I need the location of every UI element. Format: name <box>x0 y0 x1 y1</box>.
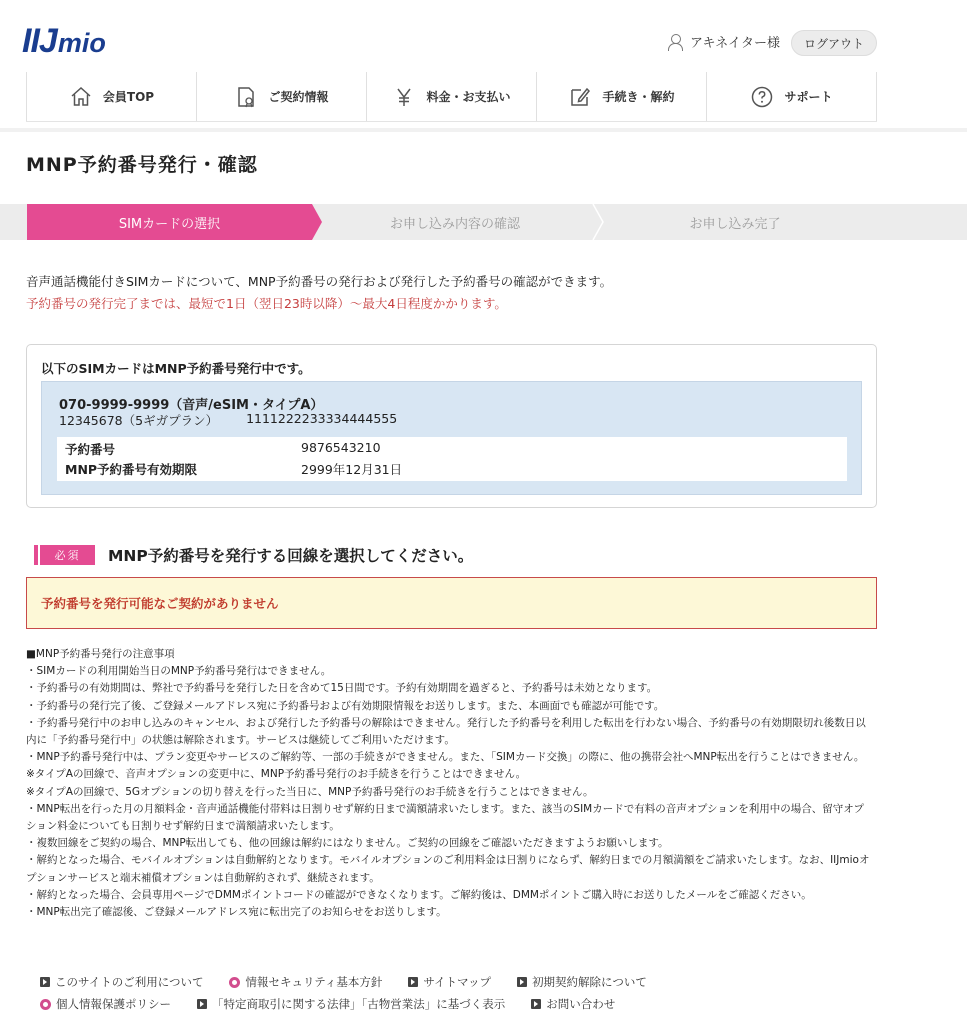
note-line: ・解約となった場合、モバイルオプションは自動解約となります。モバイルオプションのご利用料金は日割りにならず、解約日までの月額満額をご請求いたします。なお、IIJmioオプションサービスと端末補償オプションは自動解約されず、継続されます。 <box>26 854 870 884</box>
expiry-value: 2999年12月31日 <box>301 462 403 477</box>
plan-id: 12345678（5ギガプラン） <box>59 413 219 428</box>
note-line: ・MNP予約番号発行中は、プラン変更やサービスのご解約等、一部の手続きができません。また、「SIMカード交換」の際に、他の携帯会社へMNP転出を行うことはできません。 <box>26 751 865 764</box>
nav-label: ご契約情報 <box>268 90 329 104</box>
footer-link-label: このサイトのご利用について <box>55 975 204 989</box>
nav-label: サポート <box>784 90 833 104</box>
note-line: ※タイプAの回線で、音声オプションの変更中に、MNP予約番号発行のお手続きを行うことはできません。 <box>26 768 527 781</box>
arrow-box-icon <box>531 999 541 1009</box>
expiry-label: MNP予約番号有効期限 <box>65 462 198 477</box>
reserved-sim-card <box>26 344 877 508</box>
note-line: ・SIMカードの利用開始当日のMNP予約番号発行はできません。 <box>26 665 332 678</box>
footer-link-privacy[interactable] <box>40 996 171 1012</box>
no-contract-alert: 予約番号を発行可能なご契約がありません <box>26 577 877 629</box>
user-icon <box>668 34 682 50</box>
site-header <box>0 0 967 130</box>
note-line: ■MNP予約番号発行の注意事項 <box>26 648 175 660</box>
note-line: ・複数回線をご契約の場合、MNP転出しても、他の回線は解約にはなりません。ご契約の回線をご確認いただきますようお願いします。 <box>26 837 669 850</box>
reserved-sim-panel <box>41 381 862 495</box>
nav-item-contract[interactable] <box>196 72 366 121</box>
footer-link-label: 個人情報保護ポリシー <box>56 997 171 1011</box>
security-icon <box>40 999 51 1010</box>
sim-subinfo <box>59 411 397 429</box>
required-badge: 必須 <box>40 545 95 565</box>
arrow-box-icon <box>40 977 50 987</box>
help-icon <box>750 85 774 109</box>
reservation-details <box>57 437 847 481</box>
nav-item-member-top[interactable] <box>26 72 196 121</box>
edit-icon <box>568 85 592 109</box>
footer-links <box>40 974 880 1018</box>
arrow-box-icon <box>517 977 527 987</box>
page-title: MNP予約番号発行・確認 <box>26 154 258 176</box>
reservation-number-label: 予約番号 <box>65 442 116 457</box>
contract-icon <box>234 85 258 109</box>
footer-link-site-usage[interactable] <box>40 974 203 990</box>
nav-label: 手続き・解約 <box>602 90 675 104</box>
step-confirm: お申し込み内容の確認 <box>389 216 520 232</box>
yen-icon <box>392 85 416 109</box>
note-line: ・予約番号の発行完了後、ご登録メールアドレス宛に予約番号および有効期限情報をお送りします。また、本画面でも確認が可能です。 <box>26 699 665 712</box>
user-name: アキネイター様 <box>690 36 780 51</box>
user-info <box>668 32 780 51</box>
nav-item-billing[interactable] <box>366 72 536 121</box>
iccid: 1111222233334444555 <box>246 411 398 426</box>
security-icon <box>229 977 240 988</box>
iijmio-logo[interactable] <box>22 22 106 61</box>
main-nav <box>26 72 877 122</box>
step-complete: お申し込み完了 <box>689 216 781 232</box>
footer-link-security-policy[interactable] <box>229 974 382 990</box>
footer-link-contact[interactable] <box>531 996 615 1012</box>
nav-item-procedures[interactable] <box>536 72 706 121</box>
logo-main-text: IIJ <box>22 22 57 60</box>
reservation-number-value: 9876543210 <box>301 440 381 455</box>
mnp-notes <box>26 646 872 921</box>
footer-link-cancellation[interactable] <box>517 974 647 990</box>
reserved-heading: 以下のSIMカードはMNP予約番号発行中です。 <box>41 361 311 376</box>
footer-row <box>40 996 880 1012</box>
note-line: ・予約番号発行中のお申し込みのキャンセル、および発行した予約番号の解除はできません。発行した予約番号を利用した転出を行わない場合、予約番号の有効期限切れ後数日以内に「予約番号発行中」の状態は解除されます。サービスは継続してご利用いただけます。 <box>26 716 866 747</box>
footer-link-label: サイトマップ <box>423 975 492 989</box>
home-icon <box>69 85 93 109</box>
select-line-heading: MNP予約番号を発行する回線を選択してください。 <box>108 547 474 565</box>
note-line: ※タイプAの回線で、5Gオプションの切り替えを行った当日に、MNP予約番号発行のお手続きを行うことはできません。 <box>26 785 594 798</box>
logout-button[interactable]: ログアウト <box>791 30 877 56</box>
intro-description: 音声通話機能付きSIMカードについて、MNP予約番号の発行および発行した予約番号の確認ができます。 <box>26 274 613 289</box>
arrow-box-icon <box>197 999 207 1009</box>
note-line: ・予約番号の有効期間は、弊社で予約番号を発行した日を含めて15日間です。予約有効期間を過ぎると、予約番号は未効となります。 <box>26 682 658 695</box>
nav-label: 料金・お支払い <box>426 90 511 104</box>
footer-link-sitemap[interactable] <box>408 974 491 990</box>
footer-link-label: 情報セキュリティ基本方針 <box>245 975 383 989</box>
footer-row <box>40 974 880 990</box>
footer-link-label: 「特定商取引に関する法律」「古物営業法」に基づく表示 <box>212 997 506 1011</box>
nav-item-support[interactable] <box>706 72 877 121</box>
note-line: ・解約となった場合、会員専用ページでDMMポイントコードの確認ができなくなります。ご解約後は、DMMポイントご購入時にお送りしたメールをご確認ください。 <box>26 888 812 901</box>
note-line: ・MNP転出完了確認後、ご登録メールアドレス宛に転出完了のお知らせをお送りします。 <box>26 906 447 919</box>
nav-label: 会員TOP <box>102 90 155 104</box>
intro-text <box>26 271 612 315</box>
logo-sub-text: mio <box>57 28 106 58</box>
progress-steps <box>0 204 967 240</box>
footer-link-label: お問い合わせ <box>546 997 616 1011</box>
arrow-box-icon <box>408 977 418 987</box>
step-select-sim: SIMカードの選択 <box>27 204 312 240</box>
phone-number: 070-9999-9999（音声/eSIM・タイプA） <box>59 398 324 413</box>
header-separator <box>0 128 967 132</box>
intro-warning: 予約番号の発行完了までは、最短で1日（翌日23時以降）〜最大4日程度かかります。 <box>26 296 507 311</box>
footer-link-commercial-law[interactable] <box>197 996 505 1012</box>
note-line: ・MNP転出を行った月の月額料金・音声通話機能付帯料は日割りせず解約日まで満額請求いたします。また、該当のSIMカードで有料の音声オプションを利用中の場合、留守オプション料金についても日割りせず解約日まで満額請求いたします。 <box>26 802 864 833</box>
footer-link-label: 初期契約解除について <box>532 975 647 989</box>
